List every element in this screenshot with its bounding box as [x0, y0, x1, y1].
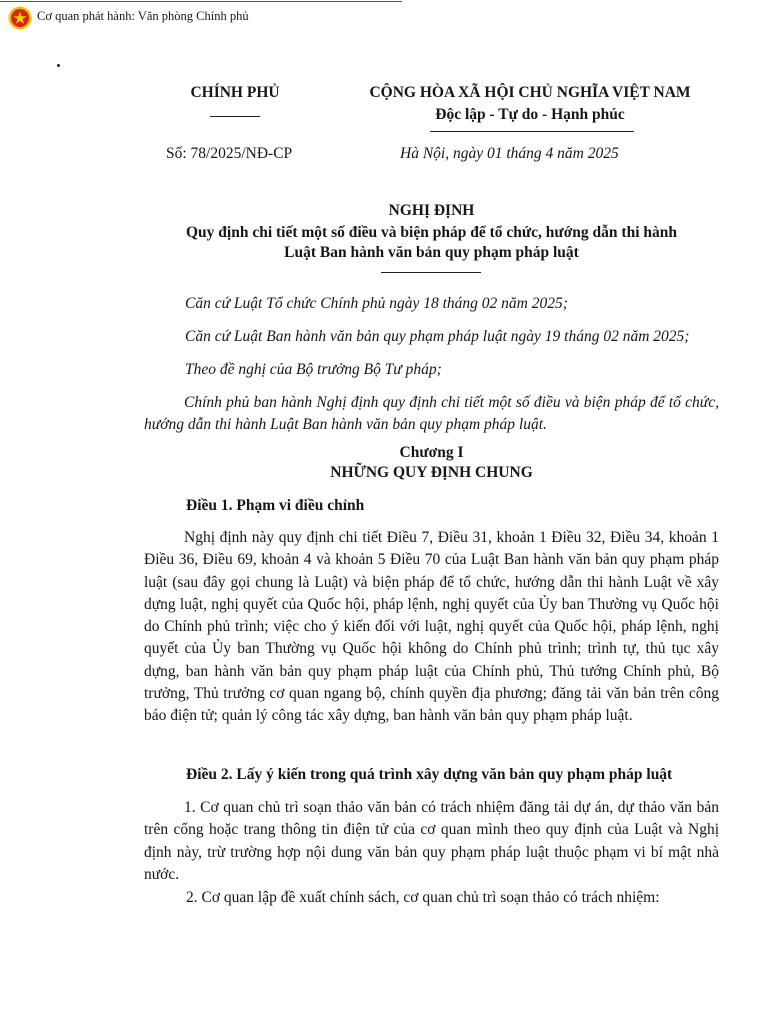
preamble-decision: Chính phủ ban hành Nghị định quy định chi tiết một số điều và biện pháp để tổ chức, hướng dẫn thi hành Luật Ban hành văn bản quy phạm pháp luật. [144, 394, 719, 434]
article-1-body: Nghị định này quy định chi tiết Điều 7, Điều 31, khoản 1 Điều 32, Điều 34, khoản 1 Điều 36, Điều 69, khoản 4 và khoản 5 Điều 70 của Luật Ban hành văn bản quy phạm pháp luật (sau đây gọi chung là Luật) và biện pháp để tổ chức, hướng dẫn thi hành Luật về xây dựng luật, nghị quyết của Quốc hội, pháp lệnh, nghị quyết của Ủy ban Thường vụ Quốc hội do Chính phủ trình; việc cho ý kiến đối với luật, nghị quyết của Quốc hội, pháp lệnh, nghị quyết của Ủy ban Thường vụ Quốc hội không do Chính phủ trình; trình tự, thủ tục xây dựng, ban hành văn bản quy phạm pháp luật của Chính phủ, Thủ tướng Chính phủ, Bộ trưởng, Thủ trưởng cơ quan ngang bộ, chính quyền địa phương; đăng tải văn bản trên công báo điện tử; quản lý công tác xây dựng, ban hành văn bản quy phạm pháp luật. [144, 529, 719, 725]
place-date: Hà Nội, ngày 01 tháng 4 năm 2025 [400, 145, 619, 162]
preamble-proposal: Theo đề nghị của Bộ trưởng Bộ Tư pháp; [185, 361, 442, 378]
issuer-underline [210, 116, 260, 117]
motto-underline [430, 131, 634, 132]
stamp-text: Cơ quan phát hành: Văn phòng Chính phủ [37, 9, 249, 23]
national-emblem-icon [8, 6, 32, 30]
article-2-heading: Điều 2. Lấy ý kiến trong quá trình xây dựng văn bản quy phạm pháp luật [186, 766, 673, 783]
article-1-heading: Điều 1. Phạm vi điều chỉnh [186, 497, 365, 514]
document-number: Số: 78/2025/NĐ-CP [166, 145, 293, 162]
document-title-line2: Luật Ban hành văn bản quy phạm pháp luật [284, 244, 579, 261]
stamp-divider [0, 1, 402, 2]
preamble-basis-2: Căn cứ Luật Ban hành văn bản quy phạm pháp luật ngày 19 tháng 02 năm 2025; [185, 328, 690, 345]
motto: Độc lập - Tự do - Hạnh phúc [435, 106, 625, 123]
document-type: NGHỊ ĐỊNH [388, 202, 475, 219]
article-2-clause-2: 2. Cơ quan lập đề xuất chính sách, cơ quan chủ trì soạn thảo có trách nhiệm: [186, 889, 660, 906]
chapter-number: Chương I [399, 444, 464, 461]
chapter-title: NHỮNG QUY ĐỊNH CHUNG [330, 464, 533, 481]
scan-speck [57, 64, 60, 67]
article-2-clause-1: 1. Cơ quan chủ trì soạn thảo văn bản có trách nhiệm đăng tải dự án, dự thảo văn bản trên cổng hoặc trang thông tin điện tử của cơ quan mình theo quy định của Luật và Nghị định này, trừ trường hợp nội dung văn bản quy phạm pháp luật thuộc phạm vi bí mật nhà nước. [144, 799, 719, 883]
issuer-stamp [4, 0, 768, 36]
document-title-line1: Quy định chi tiết một số điều và biện pháp để tổ chức, hướng dẫn thi hành [185, 224, 677, 241]
country-name: CỘNG HÒA XÃ HỘI CHỦ NGHĨA VIỆT NAM [369, 84, 691, 101]
title-underline [381, 272, 481, 273]
issuer-name: CHÍNH PHỦ [190, 84, 280, 101]
preamble-basis-1: Căn cứ Luật Tổ chức Chính phủ ngày 18 tháng 02 năm 2025; [185, 295, 568, 312]
